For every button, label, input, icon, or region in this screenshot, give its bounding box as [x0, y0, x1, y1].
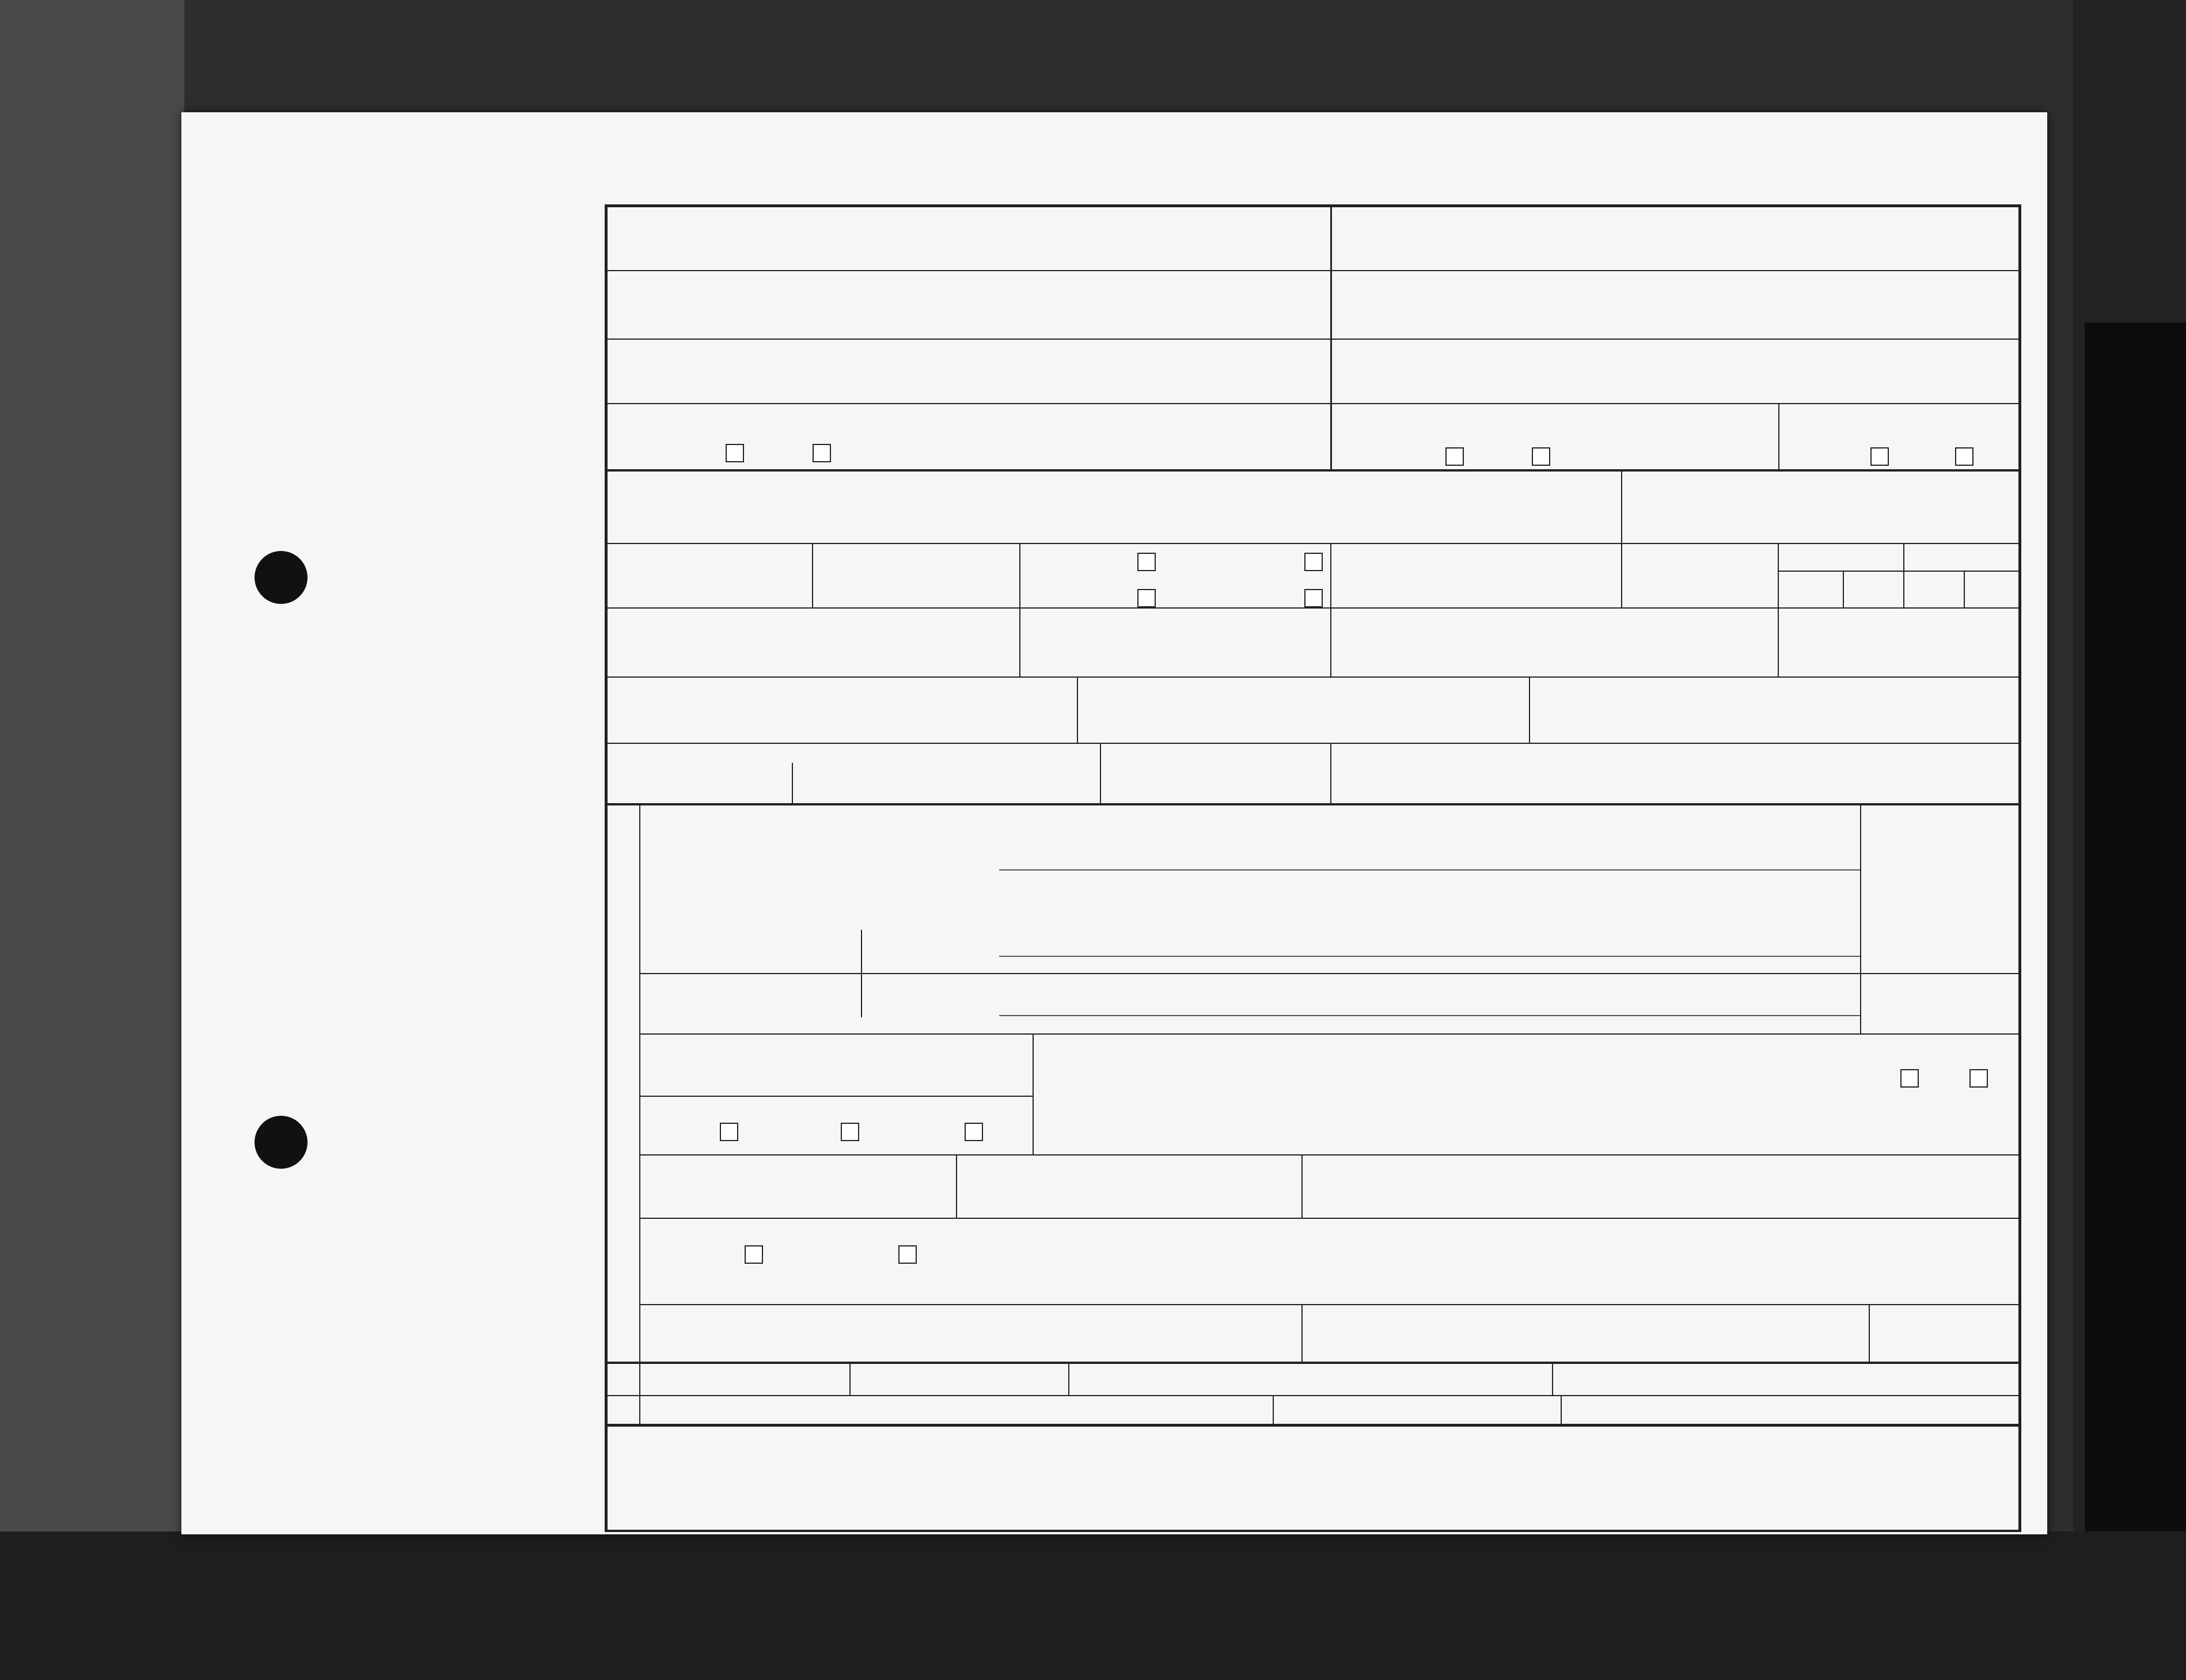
background-bottom [0, 1531, 2186, 1680]
rows-final [181, 112, 2047, 1534]
background-strip [2085, 322, 2186, 1531]
background-left [0, 0, 184, 1680]
